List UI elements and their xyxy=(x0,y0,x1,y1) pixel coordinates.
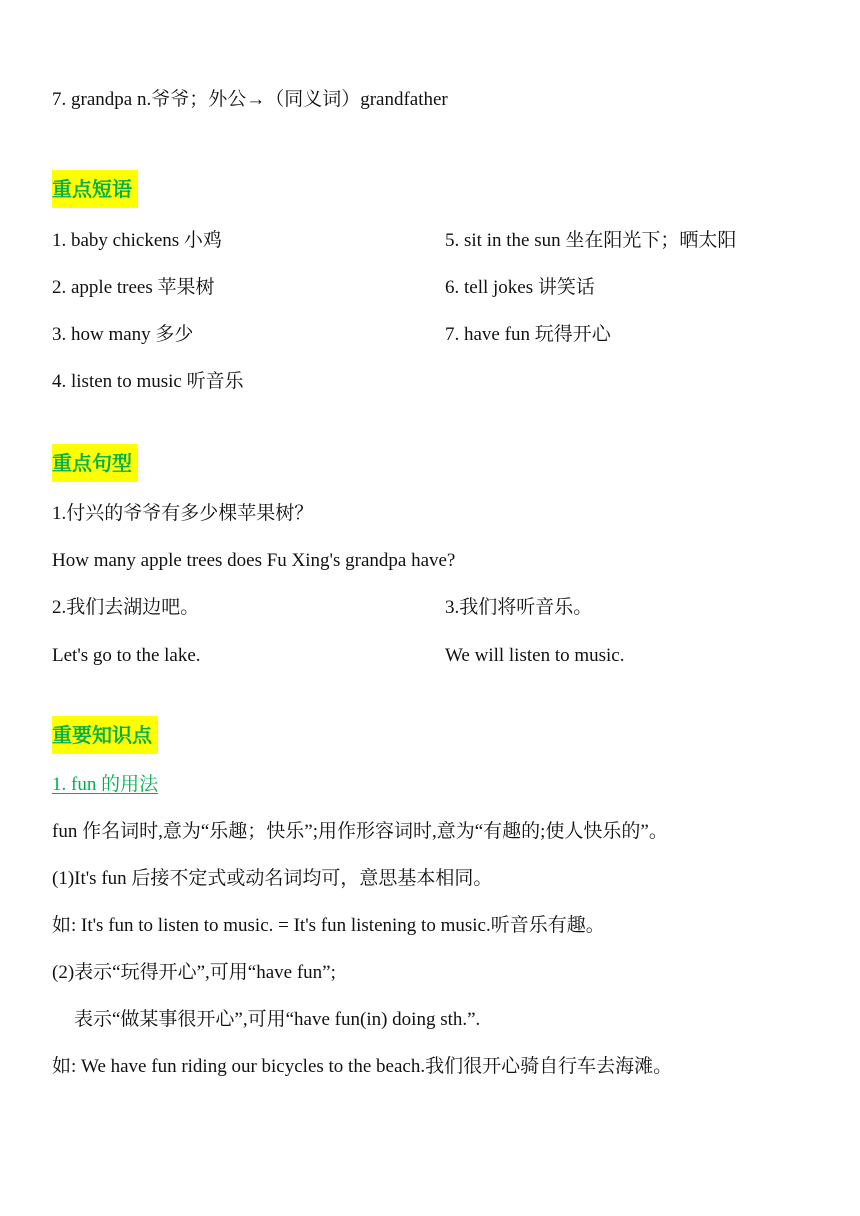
phrase-item: 7. have fun 玩得开心 xyxy=(445,324,611,345)
phrase-item: 2. apple trees 苹果树 xyxy=(52,277,215,298)
phrase-item: 5. sit in the sun 坐在阳光下；晒太阳 xyxy=(445,230,737,251)
sentence-1-chinese: 1.付兴的爷爷有多少棵苹果树？ xyxy=(52,503,314,524)
knowledge-paragraph: 表示“做某事很开心”,可用“have fun(in) doing sth.”. xyxy=(74,1009,481,1030)
phrases-heading: 重点短语 xyxy=(52,170,138,208)
phrase-item: 6. tell jokes 讲笑话 xyxy=(445,277,595,298)
knowledge-paragraph: (1)It's fun 后接不定式或动名词均可，意思基本相同。 xyxy=(52,868,493,889)
sentences-heading: 重点句型 xyxy=(52,444,138,482)
phrase-item: 1. baby chickens 小鸡 xyxy=(52,230,222,251)
knowledge-paragraph: fun 作名词时,意为“乐趣；快乐”;用作形容词时,意为“有趣的;使人快乐的”。 xyxy=(52,821,668,842)
knowledge-paragraph: (2)表示“玩得开心”,可用“have fun”; xyxy=(52,962,336,983)
phrase-item: 4. listen to music 听音乐 xyxy=(52,371,244,392)
phrase-item: 3. how many 多少 xyxy=(52,324,194,345)
sentence-1-english: How many apple trees does Fu Xing's grandpa have? xyxy=(52,550,456,571)
sentence-2-chinese: 2.我们去湖边吧。 xyxy=(52,597,200,618)
knowledge-subtitle-fun: 1. fun 的用法 xyxy=(52,774,159,795)
vocab-item-7: 7. grandpa n.爷爷；外公→（同义词）grandfather xyxy=(52,89,448,110)
knowledge-example: 如: It's fun to listen to music. = It's fun listening to music.听音乐有趣。 xyxy=(52,915,605,936)
sentence-2-english: Let's go to the lake. xyxy=(52,645,201,666)
knowledge-heading: 重要知识点 xyxy=(52,716,158,754)
knowledge-example: 如: We have fun riding our bicycles to the beach.我们很开心骑自行车去海滩。 xyxy=(52,1056,673,1077)
sentence-3-english: We will listen to music. xyxy=(445,645,625,666)
sentence-3-chinese: 3.我们将听音乐。 xyxy=(445,597,593,618)
